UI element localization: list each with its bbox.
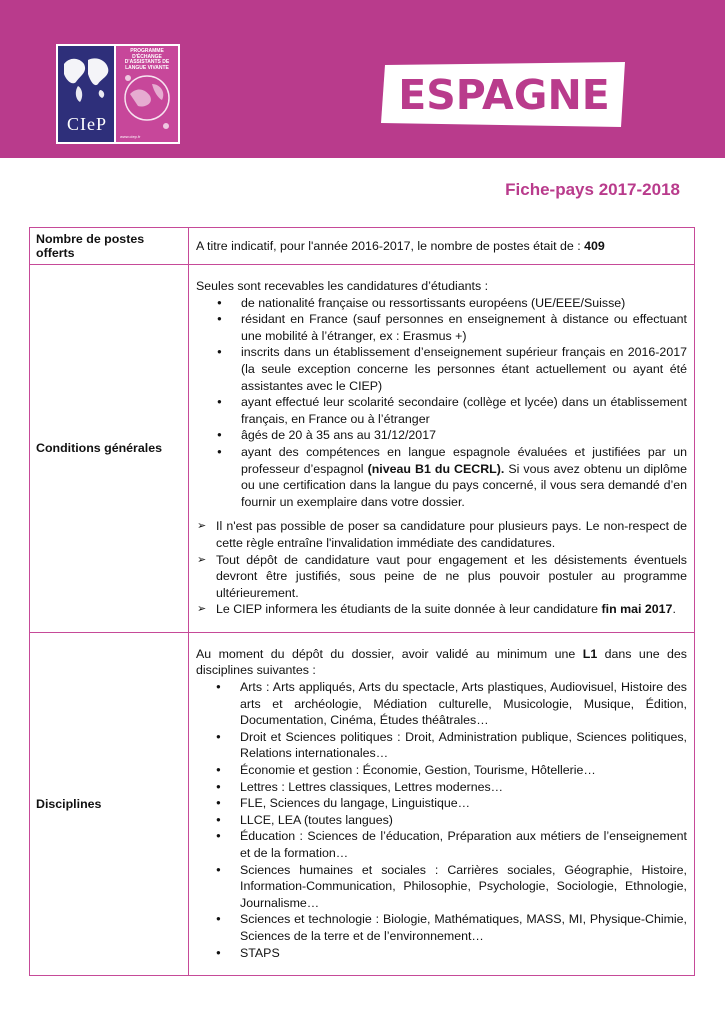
- row-label-conditions: Conditions générales: [30, 265, 189, 633]
- list-item: ● LLCE, LEA (toutes langues): [240, 812, 687, 829]
- ciep-logo: [56, 44, 180, 144]
- country-title: ESPAGNE: [398, 71, 610, 119]
- table-row-disciplines: [30, 632, 695, 975]
- logo-program-panel: [116, 46, 178, 142]
- row-content-conditions: [189, 265, 695, 633]
- list-item: ● Économie et gestion : Économie, Gestion, Tourisme, Hôtellerie…: [240, 762, 687, 779]
- conditions-notes: [196, 518, 687, 618]
- list-item: ● STAPS: [240, 945, 687, 962]
- deadline-text-before: Le CIEP informera les étudiants de la suite donnée à leur candidature: [216, 602, 602, 617]
- list-item: ● Droit et Sciences politiques : Droit, Administration publique, Sciences politiques, Relations internationales…: [240, 729, 687, 762]
- row-content-postes: [189, 228, 695, 265]
- list-item: ● Sciences humaines et sociales : Carrières sociales, Géographie, Histoire, Information-Communication, Philosophie, Psychologie, Sociologie, Ethnologie, Journalisme…: [240, 862, 687, 912]
- list-item: ● ayant effectué leur scolarité secondaire (collège et lycée) dans un établissement français, en France ou à l’étranger: [241, 394, 687, 427]
- postes-text: A titre indicatif, pour l'année 2016-2017, le nombre de postes était de :: [196, 238, 585, 253]
- table-row-postes: [30, 228, 695, 265]
- deadline-date: fin mai 2017: [601, 602, 673, 617]
- country-badge: [381, 61, 627, 129]
- disciplines-list: [196, 679, 687, 961]
- logo-text: CIeP: [67, 114, 107, 134]
- note-item: ➢ Il n'est pas possible de poser sa candidature pour plusieurs pays. Le non-respect de cette règle entraîne l'invalidation immédiate des candidatures.: [216, 518, 687, 551]
- disciplines-intro-before: Au moment du dépôt du dossier, avoir validé au minimum une: [196, 646, 583, 661]
- conditions-list: [196, 295, 687, 511]
- list-item: ● Sciences et technologie : Biologie, Mathématiques, MASS, MI, Physique-Chimie, Sciences de la terre et de l’environnement…: [240, 911, 687, 944]
- list-item: ● de nationalité française ou ressortissants européens (UE/EEE/Suisse): [241, 295, 687, 312]
- table-row-conditions: [30, 265, 695, 633]
- list-item: ● FLE, Sciences du langage, Linguistique…: [240, 795, 687, 812]
- conditions-intro: Seules sont recevables les candidatures d’étudiants :: [196, 279, 489, 293]
- disciplines-intro-after: dans une des disciplines suivantes :: [196, 646, 687, 678]
- row-label-postes: Nombre de postes offerts: [30, 228, 189, 265]
- info-table: [29, 227, 695, 976]
- program-title: PROGRAMME D'ÉCHANGE D'ASSISTANTS DE LANGUE VIVANTE: [124, 48, 170, 71]
- language-level: (niveau B1 du CECRL).: [367, 461, 505, 476]
- list-item: ● inscrits dans un établissement d’enseignement supérieur français en 2016-2017 (la seule exception concerne les personnes étant actuellement ou ayant été assistantes avec le CIEP): [241, 344, 687, 394]
- list-item: ● Éducation : Sciences de l’éducation, Préparation aux métiers de l’enseignement et de la formation…: [240, 828, 687, 861]
- note-item: ➢ Tout dépôt de candidature vaut pour engagement et les désistements éventuels devront être justifiés, sous peine de ne plus pouvoir postuler au programme ultérieurement.: [216, 552, 687, 602]
- row-content-disciplines: [189, 632, 695, 975]
- list-item: ● Lettres : Lettres classiques, Lettres modernes…: [240, 779, 687, 796]
- language-text-after: Si vous avez obtenu un diplôme ou une certification dans la langue du pays concerné, il vous sera demandé d’en fournir un exemplaire dans votre dossier.: [241, 461, 687, 509]
- list-item: ● Arts : Arts appliqués, Arts du spectacle, Arts plastiques, Audiovisuel, Histoire des arts et archéologie, Médiation culturelle, Musicologie, Musique, Édition, Documentation, Cinéma, Études théâtrales…: [240, 679, 687, 729]
- logo-map-panel: [58, 46, 114, 142]
- disciplines-intro: [196, 646, 687, 679]
- deadline-text-after: .: [672, 602, 676, 617]
- list-item-language: [241, 444, 687, 510]
- row-label-disciplines: Disciplines: [30, 632, 189, 975]
- list-item: ● âgés de 20 à 35 ans au 31/12/2017: [241, 427, 687, 444]
- postes-count: 409: [584, 238, 605, 253]
- page-subtitle: Fiche-pays 2017-2018: [505, 180, 680, 199]
- disciplines-level: L1: [582, 646, 598, 661]
- note-item-deadline: [216, 601, 687, 618]
- header-banner: [0, 0, 725, 158]
- list-item: ● résidant en France (sauf personnes en enseignement à distance ou effectuant une mobilité à l’étranger, ex : Erasmus +): [241, 311, 687, 344]
- logo-url: www.ciep.fr: [120, 134, 141, 139]
- language-text-before: ayant des compétences en langue espagnole évaluées et justifiées par un professeur d’espagnol: [241, 444, 687, 476]
